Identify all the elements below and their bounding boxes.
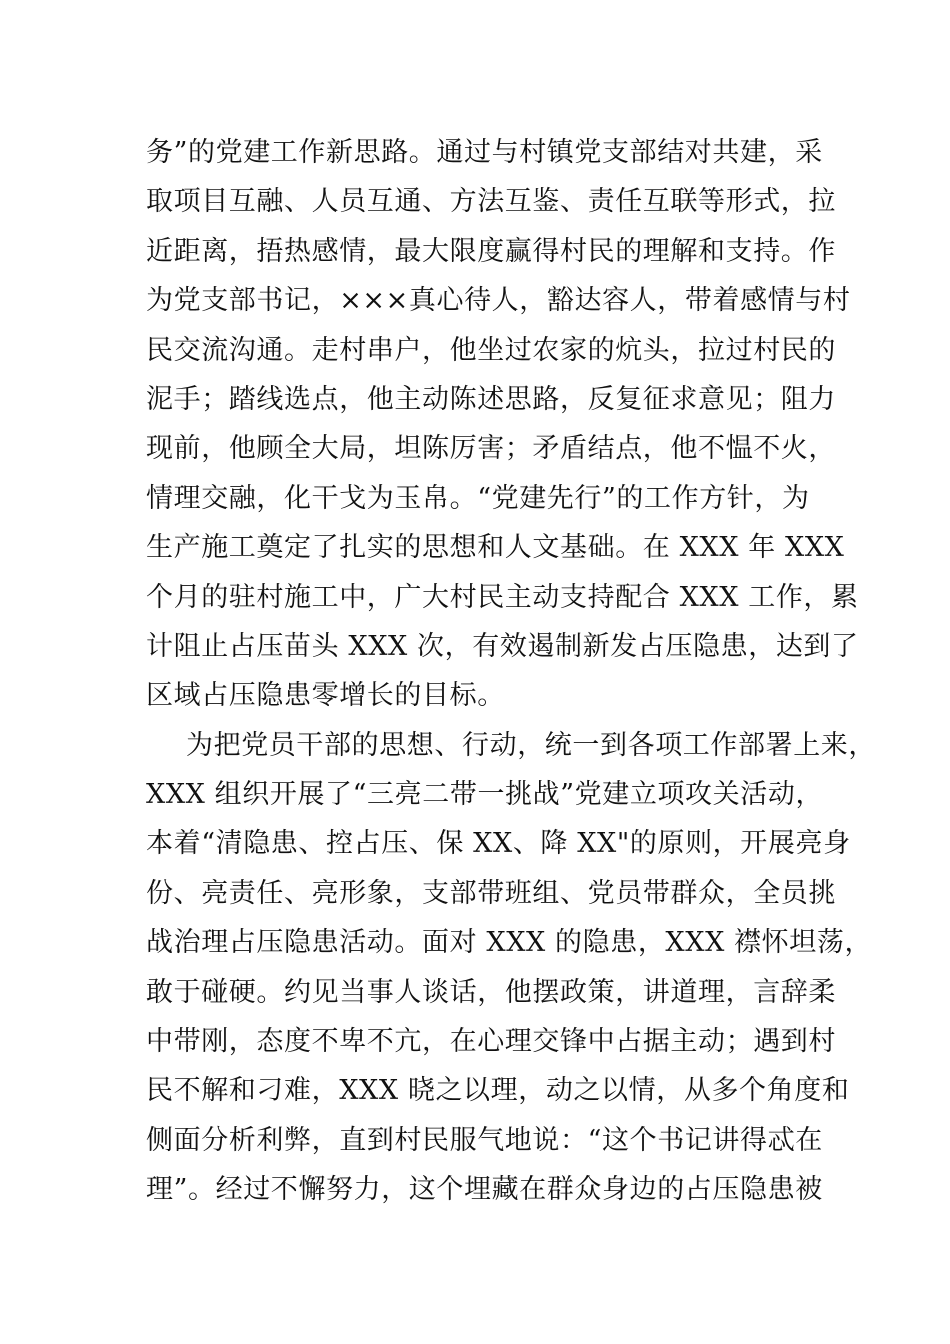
text-line-9: 生产施工奠定了扎实的思想和人文基础。在 XXX 年 XXX [146, 532, 845, 564]
text-line-5: 民交流沟通。走村串户，他坐过农家的炕头，拉过村民的 [146, 334, 836, 366]
text-line-11: 计阻止占压苗头 XXX 次，有效遏制新发占压隐患，达到了 [146, 630, 859, 662]
text-line-13: 为把党员干部的思想、行动，统一到各项工作部署上来， [186, 729, 876, 761]
text-line-4: 为党支部书记，×××真心待人，豁达容人，带着感情与村 [146, 285, 851, 317]
text-line-19: 中带刚，态度不卑不亢，在心理交锋中占据主动；遇到村 [146, 1026, 836, 1058]
text-line-7: 现前，他顾全大局，坦陈厉害；矛盾结点，他不愠不火， [146, 433, 836, 465]
text-line-15: 本着“清隐患、控占压、保 XX、降 XX"的原则，开展亮身 [146, 828, 851, 860]
text-line-22: 理”。经过不懈努力，这个埋藏在群众身边的占压隐患被 [146, 1174, 823, 1206]
text-line-14: XXX 组织开展了“三亮二带一挑战”党建立项攻关活动， [146, 779, 824, 811]
text-line-17: 战治理占压隐患活动。面对 XXX 的隐患，XXX 襟怀坦荡， [146, 927, 873, 959]
text-line-21: 侧面分析利弊，直到村民服气地说：“这个书记讲得忒在 [146, 1124, 823, 1156]
text-line-3: 近距离，捂热感情，最大限度赢得村民的理解和支持。作 [146, 235, 836, 267]
text-line-2: 取项目互融、人员互通、方法互鉴、责任互联等形式，拉 [146, 186, 836, 218]
text-line-16: 份、亮责任、亮形象，支部带班组、党员带群众，全员挑 [146, 877, 836, 909]
text-line-20: 民不解和刁难，XXX 晓之以理，动之以情，从多个角度和 [146, 1075, 850, 1107]
text-line-6: 泥手；踏线选点，他主动陈述思路，反复征求意见；阻力 [146, 383, 836, 415]
text-line-12: 区域占压隐患零增长的目标。 [146, 680, 505, 712]
text-line-8: 情理交融，化干戈为玉帛。“党建先行”的工作方针，为 [146, 482, 810, 514]
text-line-10: 个月的驻村施工中，广大村民主动支持配合 XXX 工作，累 [146, 581, 859, 613]
text-line-1: 务”的党建工作新思路。通过与村镇党支部结对共建，采 [146, 137, 823, 168]
text-line-18: 敢于碰硬。约见当事人谈话，他摆政策，讲道理，言辞柔 [146, 976, 836, 1008]
body-text [146, 128, 876, 1215]
